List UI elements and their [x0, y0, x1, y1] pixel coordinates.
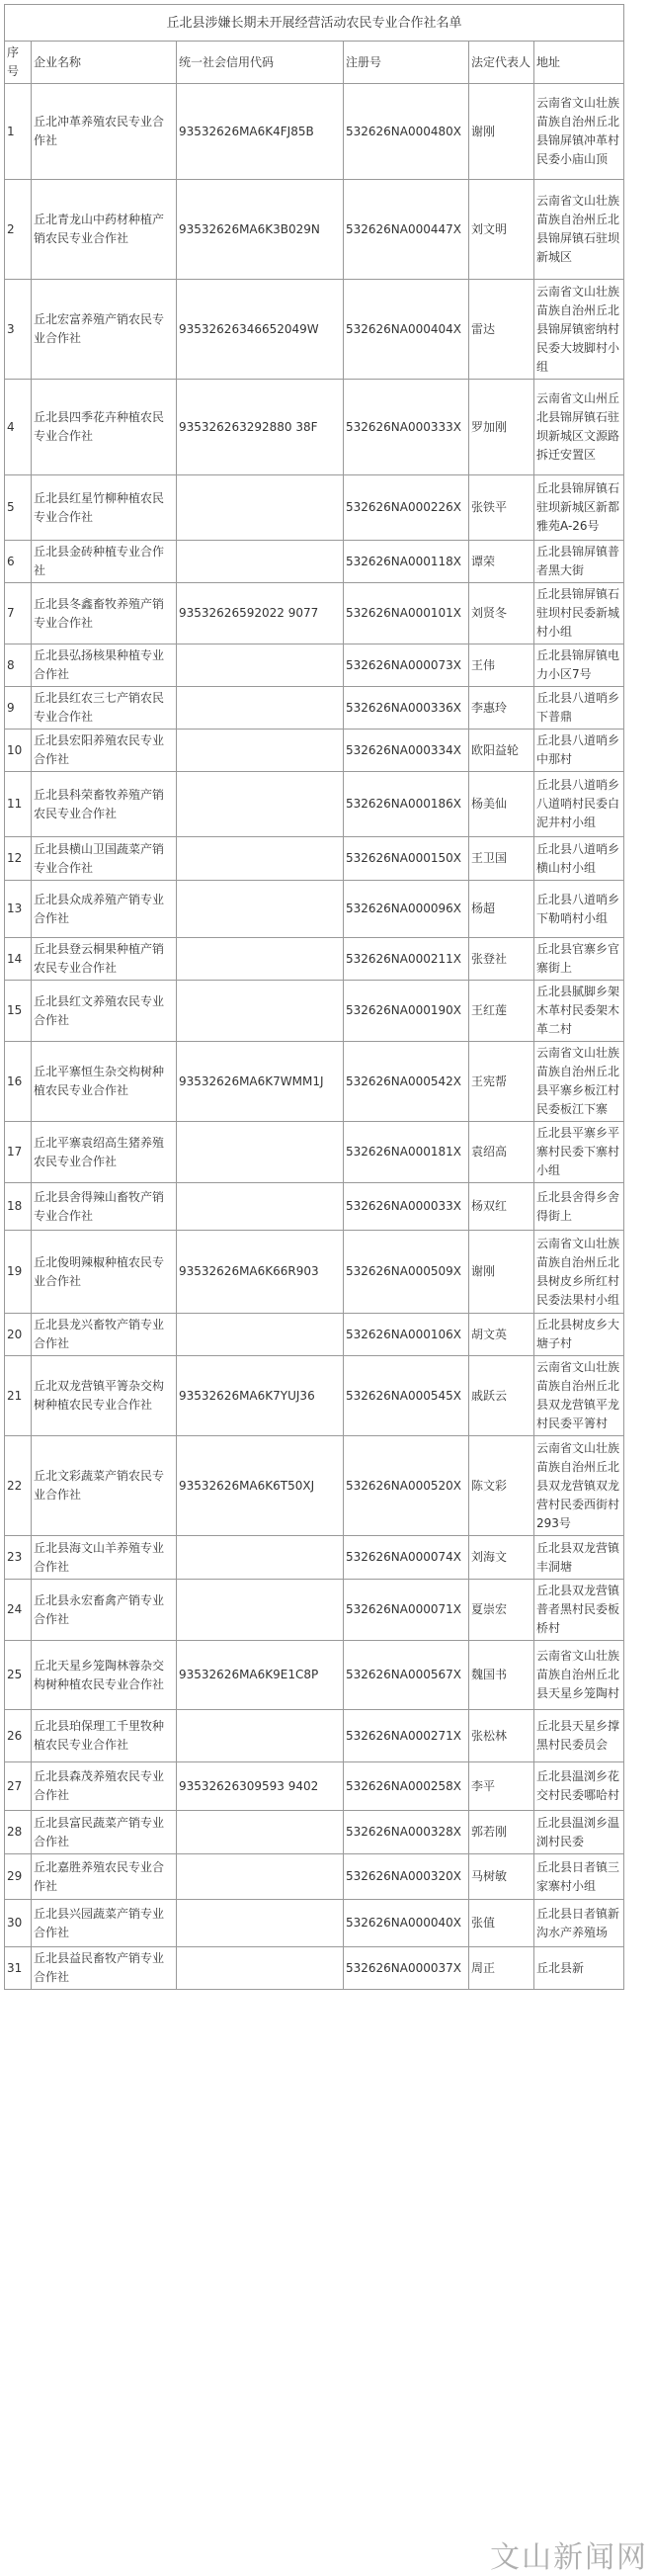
cooperative-table — [4, 4, 624, 1990]
cell-credit-code: 93532626MA6K9E1C8P — [177, 1641, 344, 1710]
table-row — [5, 1356, 624, 1436]
cell-reg-no: 532626NA000071X — [344, 1580, 469, 1641]
table-row — [5, 1314, 624, 1356]
table-row — [5, 1042, 624, 1122]
header-name: 企业名称 — [32, 42, 177, 84]
cell-no: 24 — [5, 1580, 32, 1641]
cell-name: 丘北县龙兴畜牧产销专业合作社 — [32, 1314, 177, 1356]
cell-no: 8 — [5, 644, 32, 687]
cell-credit-code — [177, 687, 344, 730]
cell-address: 云南省文山壮族苗族自治州丘北县平寨乡板江村民委板江下寨 — [534, 1042, 624, 1122]
cell-name: 丘北县众成养殖产销专业合作社 — [32, 881, 177, 938]
cell-representative: 郭若刚 — [469, 1811, 534, 1854]
cell-representative: 欧阳益轮 — [469, 730, 534, 772]
cell-reg-no: 532626NA000336X — [344, 687, 469, 730]
cell-no: 2 — [5, 180, 32, 280]
header-reg-no: 注册号 — [344, 42, 469, 84]
cell-reg-no: 532626NA000073X — [344, 644, 469, 687]
cell-no: 27 — [5, 1762, 32, 1811]
table-row — [5, 1762, 624, 1811]
table-row — [5, 1900, 624, 1947]
cell-no: 6 — [5, 541, 32, 583]
cell-name: 丘北县海文山羊养殖专业合作社 — [32, 1536, 177, 1580]
cell-representative: 张登社 — [469, 938, 534, 981]
cell-reg-no: 532626NA000186X — [344, 772, 469, 837]
cell-name: 丘北县森茂养殖农民专业合作社 — [32, 1762, 177, 1811]
cell-name: 丘北县珀保理工千里牧种植农民专业合作社 — [32, 1710, 177, 1762]
cell-credit-code — [177, 1183, 344, 1231]
cell-credit-code — [177, 1536, 344, 1580]
cell-name: 丘北县兴园蔬菜产销专业合作社 — [32, 1900, 177, 1947]
cell-name: 丘北文彩蔬菜产销农民专业合作社 — [32, 1436, 177, 1536]
cell-name: 丘北平寨袁绍高生猪养殖农民专业合作社 — [32, 1122, 177, 1183]
cell-name: 丘北平寨恒生杂交构树种植农民专业合作社 — [32, 1042, 177, 1122]
cell-address: 丘北县八道哨乡下勒哨村小组 — [534, 881, 624, 938]
cell-reg-no: 532626NA000271X — [344, 1710, 469, 1762]
cell-name: 丘北青龙山中药材种植产销农民专业合作社 — [32, 180, 177, 280]
cell-credit-code: 93532626MA6K4FJ85B — [177, 84, 344, 180]
table-row — [5, 1122, 624, 1183]
cell-credit-code — [177, 1811, 344, 1854]
cell-address: 云南省文山壮族苗族自治州丘北县双龙营镇平龙村民委平箐村 — [534, 1356, 624, 1436]
cell-name: 丘北县永宏畜禽产销专业合作社 — [32, 1580, 177, 1641]
cell-no: 31 — [5, 1947, 32, 1990]
cell-address: 丘北县锦屏镇电力小区7号 — [534, 644, 624, 687]
cell-representative: 陈文彩 — [469, 1436, 534, 1536]
cell-address: 丘北县日者镇三家寨村小组 — [534, 1854, 624, 1900]
cell-name: 丘北县科荣畜牧养殖产销农民专业合作社 — [32, 772, 177, 837]
table-row — [5, 938, 624, 981]
table-row — [5, 772, 624, 837]
table-row — [5, 881, 624, 938]
cell-address: 丘北县腻脚乡架木革村民委架木革二村 — [534, 981, 624, 1042]
cell-representative: 张值 — [469, 1900, 534, 1947]
cell-no: 17 — [5, 1122, 32, 1183]
cell-reg-no: 532626NA000074X — [344, 1536, 469, 1580]
cell-no: 13 — [5, 881, 32, 938]
cell-address: 丘北县双龙营镇普者黑村民委板桥村 — [534, 1580, 624, 1641]
cell-representative: 杨美仙 — [469, 772, 534, 837]
cell-no: 20 — [5, 1314, 32, 1356]
cell-address: 丘北县日者镇新沟水产养殖场 — [534, 1900, 624, 1947]
cell-representative: 周正 — [469, 1947, 534, 1990]
cell-credit-code — [177, 541, 344, 583]
cell-reg-no: 532626NA000328X — [344, 1811, 469, 1854]
cell-representative: 谢刚 — [469, 1231, 534, 1314]
table-row — [5, 730, 624, 772]
cell-credit-code — [177, 1580, 344, 1641]
cell-name: 丘北县横山卫国蔬菜产销专业合作社 — [32, 837, 177, 881]
cell-reg-no: 532626NA000226X — [344, 475, 469, 541]
cell-reg-no: 532626NA000190X — [344, 981, 469, 1042]
cell-address: 丘北县八道哨乡横山村小组 — [534, 837, 624, 881]
cell-name: 丘北县弘扬核果种植专业合作社 — [32, 644, 177, 687]
cell-credit-code — [177, 938, 344, 981]
cell-credit-code — [177, 475, 344, 541]
cell-address: 丘北县温浏乡花交村民委哪哈村 — [534, 1762, 624, 1811]
cell-no: 7 — [5, 583, 32, 644]
cell-reg-no: 532626NA000333X — [344, 380, 469, 475]
table-row — [5, 1536, 624, 1580]
table-row — [5, 475, 624, 541]
table-row — [5, 1854, 624, 1900]
cell-name: 丘北县金砖种植专业合作社 — [32, 541, 177, 583]
cell-no: 25 — [5, 1641, 32, 1710]
cell-reg-no: 532626NA000480X — [344, 84, 469, 180]
table-row — [5, 1811, 624, 1854]
cell-address: 云南省文山壮族苗族自治州丘北县天星乡笼陶村 — [534, 1641, 624, 1710]
table-title: 丘北县涉嫌长期未开展经营活动农民专业合作社名单 — [5, 5, 624, 42]
cell-address: 丘北县八道哨乡中那村 — [534, 730, 624, 772]
cell-credit-code — [177, 981, 344, 1042]
cell-representative: 杨双红 — [469, 1183, 534, 1231]
cell-reg-no: 532626NA000150X — [344, 837, 469, 881]
cell-address: 丘北县树皮乡大塘子村 — [534, 1314, 624, 1356]
cell-no: 18 — [5, 1183, 32, 1231]
cell-no: 21 — [5, 1356, 32, 1436]
table-row — [5, 180, 624, 280]
cell-credit-code — [177, 1122, 344, 1183]
cell-representative: 马树敏 — [469, 1854, 534, 1900]
cell-name: 丘北县富民蔬菜产销专业合作社 — [32, 1811, 177, 1854]
cell-reg-no: 532626NA000106X — [344, 1314, 469, 1356]
cell-representative: 王红莲 — [469, 981, 534, 1042]
cell-address: 云南省文山州丘北县锦屏镇石驻坝新城区文源路拆迁安置区 — [534, 380, 624, 475]
cell-reg-no: 532626NA000320X — [344, 1854, 469, 1900]
cell-name: 丘北嘉胜养殖农民专业合作社 — [32, 1854, 177, 1900]
cell-no: 1 — [5, 84, 32, 180]
cell-reg-no: 532626NA000040X — [344, 1900, 469, 1947]
table-row — [5, 1641, 624, 1710]
cell-no: 29 — [5, 1854, 32, 1900]
header-credit-code: 统一社会信用代码 — [177, 42, 344, 84]
cell-reg-no: 532626NA000096X — [344, 881, 469, 938]
cell-reg-no: 532626NA000101X — [344, 583, 469, 644]
cell-name: 丘北天星乡笼陶林蓉杂交构树种植农民专业合作社 — [32, 1641, 177, 1710]
cell-no: 11 — [5, 772, 32, 837]
cell-reg-no: 532626NA000542X — [344, 1042, 469, 1122]
cell-credit-code — [177, 1314, 344, 1356]
cell-representative: 胡文英 — [469, 1314, 534, 1356]
header-no: 序号 — [5, 42, 32, 84]
cell-no: 5 — [5, 475, 32, 541]
cell-name: 丘北俊明辣椒种植农民专业合作社 — [32, 1231, 177, 1314]
cell-credit-code — [177, 1947, 344, 1990]
cell-representative: 魏国书 — [469, 1641, 534, 1710]
cell-reg-no: 532626NA000404X — [344, 280, 469, 380]
cell-reg-no: 532626NA000520X — [344, 1436, 469, 1536]
cell-representative: 刘海文 — [469, 1536, 534, 1580]
table-row — [5, 1231, 624, 1314]
cell-credit-code — [177, 730, 344, 772]
table-row — [5, 1436, 624, 1536]
cell-credit-code: 93532626346652049W — [177, 280, 344, 380]
cell-reg-no: 532626NA000567X — [344, 1641, 469, 1710]
cell-credit-code: 93532626MA6K7WMM1J — [177, 1042, 344, 1122]
table-row — [5, 1183, 624, 1231]
cell-credit-code: 93532626MA6K3B029N — [177, 180, 344, 280]
cell-address: 丘北县官寨乡官寨街上 — [534, 938, 624, 981]
cell-credit-code — [177, 1900, 344, 1947]
cell-address: 丘北县新 — [534, 1947, 624, 1990]
cell-address: 丘北县八道哨乡八道哨村民委白泥井村小组 — [534, 772, 624, 837]
cell-name: 丘北县登云桐果种植产销农民专业合作社 — [32, 938, 177, 981]
cell-address: 丘北县平寨乡平寨村民委下寨村小组 — [534, 1122, 624, 1183]
cell-no: 26 — [5, 1710, 32, 1762]
cell-representative: 张铁平 — [469, 475, 534, 541]
cell-address: 云南省文山壮族苗族自治州丘北县锦屏镇石驻坝新城区 — [534, 180, 624, 280]
cell-address: 云南省文山壮族苗族自治州丘北县锦屏镇密纳村民委大坡脚村小组 — [534, 280, 624, 380]
cell-no: 4 — [5, 380, 32, 475]
document — [4, 4, 623, 1990]
cell-representative: 谢刚 — [469, 84, 534, 180]
cell-address: 丘北县天星乡撑黑村民委员会 — [534, 1710, 624, 1762]
cell-reg-no: 532626NA000033X — [344, 1183, 469, 1231]
table-row — [5, 583, 624, 644]
cell-representative: 刘文明 — [469, 180, 534, 280]
cell-no: 3 — [5, 280, 32, 380]
cell-address: 丘北县八道哨乡下普鼎 — [534, 687, 624, 730]
table-row — [5, 644, 624, 687]
cell-no: 9 — [5, 687, 32, 730]
cell-address: 丘北县温浏乡温浏村民委 — [534, 1811, 624, 1854]
cell-reg-no: 532626NA000211X — [344, 938, 469, 981]
cell-address: 云南省文山壮族苗族自治州丘北县双龙营镇双龙营村民委西街村293号 — [534, 1436, 624, 1536]
cell-representative: 袁绍高 — [469, 1122, 534, 1183]
cell-representative: 刘贤冬 — [469, 583, 534, 644]
cell-name: 丘北县四季花卉种植农民专业合作社 — [32, 380, 177, 475]
table-row — [5, 380, 624, 475]
cell-no: 23 — [5, 1536, 32, 1580]
cell-address: 丘北县舍得乡舍得街上 — [534, 1183, 624, 1231]
cell-no: 14 — [5, 938, 32, 981]
header-row — [5, 42, 624, 84]
cell-reg-no: 532626NA000181X — [344, 1122, 469, 1183]
cell-representative: 王伟 — [469, 644, 534, 687]
cell-name: 丘北双龙营镇平箐杂交构树种植农民专业合作社 — [32, 1356, 177, 1436]
table-row — [5, 1710, 624, 1762]
cell-credit-code: 93532626592022 9077 — [177, 583, 344, 644]
cell-reg-no: 532626NA000545X — [344, 1356, 469, 1436]
cell-credit-code — [177, 1710, 344, 1762]
cell-credit-code — [177, 837, 344, 881]
cell-reg-no: 532626NA000118X — [344, 541, 469, 583]
cell-name: 丘北县益民畜牧产销专业合作社 — [32, 1947, 177, 1990]
cell-credit-code: 93532626309593 9402 — [177, 1762, 344, 1811]
cell-credit-code — [177, 772, 344, 837]
table-row — [5, 84, 624, 180]
cell-representative: 李平 — [469, 1762, 534, 1811]
cell-no: 15 — [5, 981, 32, 1042]
cell-representative: 张松林 — [469, 1710, 534, 1762]
title-row — [5, 5, 624, 42]
cell-credit-code: 93532626MA6K7YUJ36 — [177, 1356, 344, 1436]
cell-no: 10 — [5, 730, 32, 772]
table-row — [5, 1947, 624, 1990]
cell-name: 丘北县红农三七产销农民专业合作社 — [32, 687, 177, 730]
site-watermark: 文山新闻网 — [490, 2540, 648, 2575]
cell-credit-code: 93532626MA6K66R903 — [177, 1231, 344, 1314]
cell-reg-no: 532626NA000258X — [344, 1762, 469, 1811]
table-row — [5, 687, 624, 730]
cell-reg-no: 532626NA000334X — [344, 730, 469, 772]
header-representative: 法定代表人 — [469, 42, 534, 84]
table-row — [5, 541, 624, 583]
cell-representative: 谭荣 — [469, 541, 534, 583]
cell-address: 云南省文山壮族苗族自治州丘北县树皮乡所红村民委法果村小组 — [534, 1231, 624, 1314]
cell-no: 19 — [5, 1231, 32, 1314]
cell-representative: 罗加刚 — [469, 380, 534, 475]
cell-no: 16 — [5, 1042, 32, 1122]
cell-name: 丘北县红星竹柳种植农民专业合作社 — [32, 475, 177, 541]
cell-no: 28 — [5, 1811, 32, 1854]
cell-reg-no: 532626NA000509X — [344, 1231, 469, 1314]
cell-no: 30 — [5, 1900, 32, 1947]
cell-credit-code — [177, 644, 344, 687]
cell-address: 丘北县双龙营镇丰洞塘 — [534, 1536, 624, 1580]
cell-address: 丘北县锦屏镇石驻坝村民委新城村小组 — [534, 583, 624, 644]
cell-representative: 戚跃云 — [469, 1356, 534, 1436]
cell-credit-code — [177, 1854, 344, 1900]
cell-credit-code: 935326263292880 38F — [177, 380, 344, 475]
cell-no: 12 — [5, 837, 32, 881]
cell-name: 丘北县冬鑫畜牧养殖产销专业合作社 — [32, 583, 177, 644]
cell-name: 丘北县宏阳养殖农民专业合作社 — [32, 730, 177, 772]
cell-address: 丘北县锦屏镇石驻坝新城区新都雅苑A-26号 — [534, 475, 624, 541]
cell-name: 丘北县红文养殖农民专业合作社 — [32, 981, 177, 1042]
cell-representative: 王宪帮 — [469, 1042, 534, 1122]
cell-credit-code: 93532626MA6K6T50XJ — [177, 1436, 344, 1536]
table-row — [5, 837, 624, 881]
cell-reg-no: 532626NA000037X — [344, 1947, 469, 1990]
cell-no: 22 — [5, 1436, 32, 1536]
cell-name: 丘北冲革养殖农民专业合作社 — [32, 84, 177, 180]
cell-credit-code — [177, 881, 344, 938]
cell-name: 丘北宏富养殖产销农民专业合作社 — [32, 280, 177, 380]
cell-representative: 雷达 — [469, 280, 534, 380]
cell-representative: 夏崇宏 — [469, 1580, 534, 1641]
table-row — [5, 280, 624, 380]
cell-representative: 王卫国 — [469, 837, 534, 881]
cell-representative: 李惠玲 — [469, 687, 534, 730]
cell-name: 丘北县舍得辣山畜牧产销专业合作社 — [32, 1183, 177, 1231]
cell-address: 云南省文山壮族苗族自治州丘北县锦屏镇冲革村民委小庙山顶 — [534, 84, 624, 180]
cell-reg-no: 532626NA000447X — [344, 180, 469, 280]
table-row — [5, 981, 624, 1042]
header-address: 地址 — [534, 42, 624, 84]
cell-representative: 杨超 — [469, 881, 534, 938]
table-row — [5, 1580, 624, 1641]
cell-address: 丘北县锦屏镇普者黑大街 — [534, 541, 624, 583]
